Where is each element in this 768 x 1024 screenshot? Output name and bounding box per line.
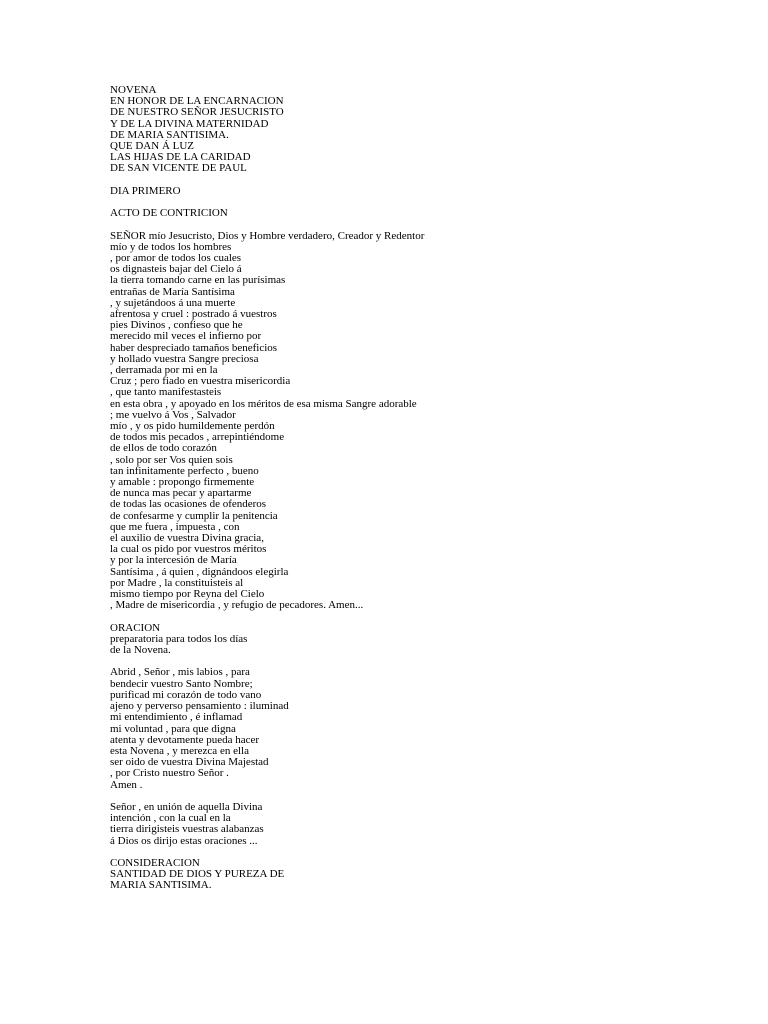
paragraph-line: atenta y devotamente pueda hacer: [110, 733, 260, 746]
document-page: [110, 85, 730, 892]
paragraph-line: por Madre , la constituisteis al: [110, 576, 244, 589]
heading-line: CONSIDERACION: [110, 856, 200, 869]
paragraph-line: , solo por ser Vos quien sois: [110, 453, 233, 466]
paragraph-line: mi voluntad , para que digna: [110, 722, 236, 735]
heading-line: MARIA SANTISIMA.: [110, 879, 212, 892]
paragraph-line: , que tanto manifestasteis: [110, 386, 222, 399]
paragraph-line: y por la intercesión de María: [110, 554, 237, 567]
paragraph-line: , y sujetándoos á una muerte: [110, 296, 236, 309]
paragraph-line: tan infinitamente perfecto , bueno: [110, 464, 259, 477]
paragraph-line: de todas las ocasiones de ofenderos: [110, 498, 267, 511]
union-body: [110, 802, 730, 847]
title-block: [110, 85, 730, 175]
paragraph-line: Señor , en unión de aquella Divina: [110, 800, 263, 813]
title-line: DE MARIA SANTISIMA.: [110, 128, 229, 141]
title-line: NOVENA: [110, 84, 157, 96]
paragraph-line: á Dios os dirijo estas oraciones ...: [110, 834, 258, 847]
title-line: DE SAN VICENTE DE PAUL: [110, 162, 247, 175]
paragraph-line: de ellos de todo corazón: [110, 442, 217, 455]
blank-line: [110, 612, 730, 623]
paragraph-line: en esta obra , y apoyado en los méritos de esa misma Sangre adorable: [110, 397, 417, 410]
oracion-body: [110, 667, 730, 790]
heading-line: preparatoria para todos los días: [110, 632, 248, 645]
paragraph-line: Santísima , á quien , dignándoos elegirla: [110, 565, 289, 578]
act-heading: ACTO DE CONTRICION: [110, 207, 228, 220]
title-line: DE NUESTRO SEÑOR JESUCRISTO: [110, 106, 284, 119]
paragraph-line: afrentosa y cruel : postrado á vuestros: [110, 308, 277, 321]
paragraph-line: intención , con la cual en la: [110, 812, 231, 825]
paragraph-line: merecido mil veces el infierno por: [110, 330, 262, 343]
paragraph-line: mi entendimiento , é inflamad: [110, 711, 243, 724]
paragraph-line: y hollado vuestra Sangre preciosa: [110, 352, 259, 365]
paragraph-line: Cruz ; pero fiado en vuestra misericordia: [110, 375, 291, 388]
paragraph-line: mismo tiempo por Reyna del Cielo: [110, 588, 265, 601]
paragraph-line: la tierra tomando carne en las purísimas: [110, 274, 286, 287]
paragraph-line: ser oido de vuestra Divina Majestad: [110, 756, 269, 769]
paragraph-line: Amen .: [110, 778, 143, 791]
day-heading: DIA PRIMERO: [110, 184, 181, 197]
paragraph-line: tierra dirigisteis vuestras alabanzas: [110, 823, 264, 836]
paragraph-line: el auxilio de vuestra Divina gracia,: [110, 532, 264, 545]
paragraph-line: , por Cristo nuestro Señor .: [110, 767, 229, 780]
paragraph-line: Abrid , Señor , mis labios , para: [110, 666, 250, 679]
paragraph-line: os dignasteis bajar del Cielo á: [110, 263, 242, 276]
oracion-heading: [110, 623, 730, 657]
paragraph-line: haber despreciado tamaños beneficios: [110, 341, 278, 354]
consideracion-heading: [110, 858, 730, 892]
paragraph-line: mío , y os pido humildemente perdón: [110, 420, 275, 433]
paragraph-line: SEÑOR mío Jesucristo, Dios y Hombre verdadero, Creador y Redentor: [110, 229, 425, 242]
heading-line: ORACION: [110, 621, 161, 634]
paragraph-line: de todos mis pecados , arrepintiéndome: [110, 431, 285, 444]
paragraph-line: de confesarme y cumplir la penitencia: [110, 509, 278, 522]
title-line: LAS HIJAS DE LA CARIDAD: [110, 151, 251, 164]
blank-line: [110, 219, 730, 230]
blank-line: [110, 847, 730, 858]
title-line: EN HONOR DE LA ENCARNACION: [110, 95, 284, 108]
paragraph-line: esta Novena , y merezca en ella: [110, 744, 249, 757]
title-line: Y DE LA DIVINA MATERNIDAD: [110, 117, 269, 130]
paragraph-line: entrañas de María Santísima: [110, 285, 235, 298]
heading-line: de la Novena.: [110, 644, 171, 657]
paragraph-line: , por amor de todos los cuales: [110, 252, 242, 264]
paragraph-line: pies Divinos , confieso que he: [110, 319, 243, 332]
paragraph-line: mío y de todos los hombres: [110, 240, 232, 253]
blank-line: [110, 175, 730, 186]
paragraph-line: bendecir vuestro Santo Nombre;: [110, 677, 253, 690]
paragraph-line: que me fuera , impuesta , con: [110, 520, 240, 533]
title-line: QUE DAN Á LUZ: [110, 140, 195, 153]
paragraph-line: la cual os pido por vuestros méritos: [110, 543, 267, 556]
paragraph-line: , derramada por mi en la: [110, 364, 218, 377]
paragraph-line: ajeno y perverso pensamiento : iluminad: [110, 700, 289, 713]
paragraph-line: ; me vuelvo á Vos , Salvador: [110, 408, 236, 421]
paragraph-line: y amable : propongo firmemente: [110, 476, 255, 489]
paragraph-line: purificad mi corazón de todo vano: [110, 688, 262, 701]
heading-line: SANTIDAD DE DIOS Y PUREZA DE: [110, 868, 285, 881]
paragraph-line: de nunca mas pecar y apartarme: [110, 487, 252, 500]
paragraph-line: , Madre de misericordia , y refugio de pecadores. Amen...: [110, 599, 364, 612]
act-of-contrition-body: [110, 231, 730, 612]
